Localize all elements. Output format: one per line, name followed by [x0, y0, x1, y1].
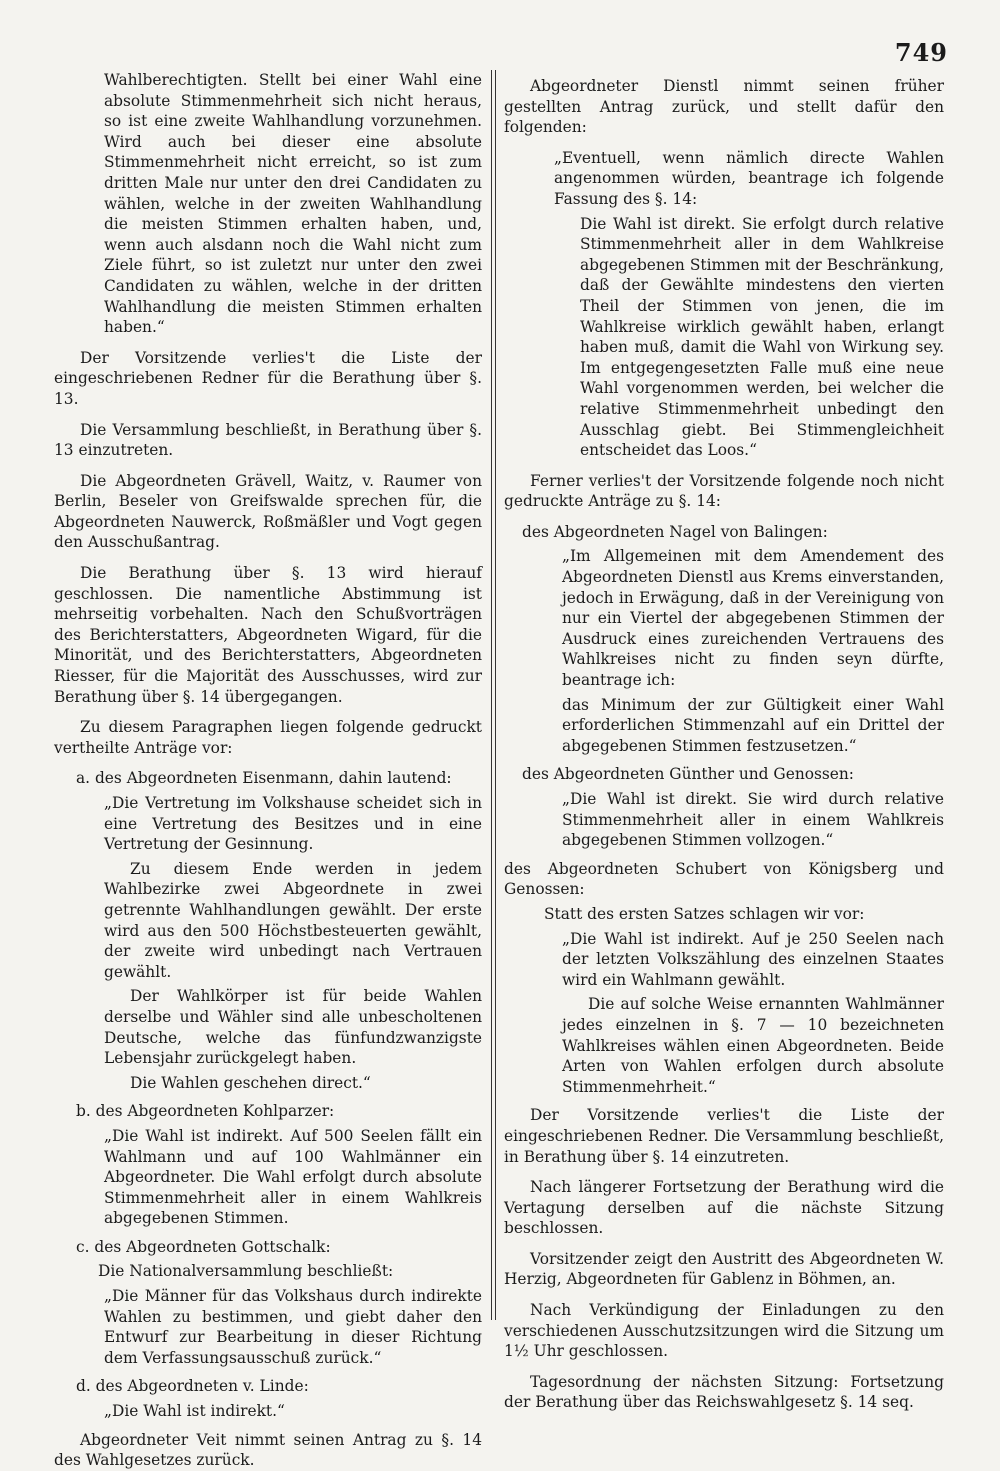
- motion-d-text: „Die Wahl ist indirekt.“: [104, 1402, 285, 1421]
- left-column: [54, 70, 482, 1471]
- motion-nagel-text: „Im Allgemeinen mit dem Amendement des Abgeordneten Dienstl aus Krems einverstanden, jedoch in Erwägung, daß in der Vereinigung von nur ein Viertel der abgegebenen Stimmen der Ausdruck eines zureichenden Vertrauens des Wahlkreises nicht zu finden seyn dürfte, beantrage ich:: [562, 547, 944, 690]
- motion-a-text: Zu diesem Ende werden in jedem Wahlbezirke zwei Abgeordnete in zwei getrennte Wahlhandlungen gewählt. Der erste wird aus den 500 Höchstbesteuerten gewählt, der zweite wird unbedingt nach Vertrauen gewählt.: [104, 859, 482, 981]
- paragraph: Die Berathung über §. 13 wird hierauf geschlossen. Die namentliche Abstimmung ist mehrseitig vorbehalten. Nach den Schußvorträgen des Berichterstatters, Abgeordneten Wigard, für die Minorität, und des Berichterstatters, Abgeordneten Riesser, für die Majorität des Ausschusses, wird zur Berathung über §. 14 übergegangen.: [54, 564, 482, 706]
- page-number: 749: [894, 38, 948, 67]
- motion-a-label: a. des Abgeordneten Eisenmann, dahin lautend:: [76, 769, 452, 788]
- paragraph: Die Versammlung beschließt, in Berathung über §. 13 einzutreten.: [54, 420, 482, 460]
- paragraph: Vorsitzender zeigt den Austritt des Abgeordneten W. Herzig, Abgeordneten für Gablenz in Böhmen, an.: [504, 1249, 944, 1289]
- quote-body: Die Wahl ist direkt. Sie erfolgt durch relative Stimmenmehrheit aller in dem Wahlkreise abgegebenen Stimmen mit der Beschränkung, daß der Gewählte mindestens den vierten Theil der Stimmen von jenen, die im Wahlkreise wirklich gewählt haben, erlangt haben muß, damit die Wahl von Wirkung sey. Im entgegengesetzten Falle muß eine neue Wahl vorgenommen werden, bei welcher die relative Stimmenmehrheit unbedingt den Ausschlag giebt. Bei Stimmengleichheit entscheidet das Loos.“: [580, 214, 944, 460]
- column-divider: [491, 70, 492, 1320]
- motion-nagel-body: das Minimum der zur Gültigkeit einer Wahl erforderlichen Stimmenzahl auf ein Drittel der abgegebenen Stimmen festzusetzen.“: [562, 695, 944, 755]
- paragraph: Nach längerer Fortsetzung der Berathung wird die Vertagung derselben auf die nächste Sitzung beschlossen.: [504, 1178, 944, 1238]
- paragraph: Nach Verkündigung der Einladungen zu den verschiedenen Ausschutzsitzungen wird die Sitzung um 1½ Uhr geschlossen.: [504, 1301, 944, 1361]
- paragraph: Der Vorsitzende verlies't die Liste der eingeschriebenen Redner für die Berathung über §. 13.: [54, 348, 482, 408]
- motion-a-text: Der Wahlkörper ist für beide Wahlen derselbe und Wähler sind alle unbescholtenen Deutsche, welche das fünfundzwanzigste Lebensjahr zurückgelegt haben.: [104, 987, 482, 1068]
- right-column: [504, 76, 944, 1423]
- column-divider-inner: [495, 70, 496, 1320]
- motion-guenther-text: „Die Wahl ist direkt. Sie wird durch relative Stimmenmehrheit aller in einem Wahlkreis abgegebenen Stimmen vollzogen.“: [562, 790, 944, 850]
- motion-b-text: „Die Wahl ist indirekt. Auf 500 Seelen fällt ein Wahlmann und auf 100 Wahlmänner ein Abgeordneter. Die Wahl erfolgt durch absolute Stimmenmehrheit aller in einem Wahlkreis abgegebenen Stimmen.: [104, 1126, 482, 1228]
- motion-schubert-text: „Die Wahl ist indirekt. Auf je 250 Seelen nach der letzten Volkszählung des einzelnen Staates wird ein Wahlmann gewählt.: [562, 929, 944, 989]
- motion-a-text: Die Wahlen geschehen direct.“: [130, 1073, 371, 1092]
- motion-c-text: „Die Männer für das Volkshaus durch indirekte Wahlen zu bestimmen, und giebt daher den Entwurf zur Bearbeitung in dieser Richtung dem Verfassungsausschuß zurück.“: [104, 1287, 482, 1367]
- motion-d-label: d. des Abgeordneten v. Linde:: [76, 1377, 309, 1396]
- motion-schubert-text: Die auf solche Weise ernannten Wahlmänner jedes einzelnen in §. 7 — 10 bezeichneten Wahlkreises wählen einen Abgeordneten. Beide Arten von Wahlen erfolgen durch absolute Stimmenmehrheit.“: [562, 995, 944, 1096]
- motion-nagel-label: des Abgeordneten Nagel von Balingen:: [522, 522, 828, 541]
- quote: „Eventuell, wenn nämlich directe Wahlen angenommen würden, beantrage ich folgende Fassung des §. 14:: [554, 148, 944, 208]
- motion-c-sub: Die Nationalversammlung beschließt:: [98, 1262, 394, 1281]
- paragraph: Wahlberechtigten. Stellt bei einer Wahl eine absolute Stimmenmehrheit sich nicht heraus, so ist eine zweite Wahlhandlung vorzunehmen. Wird auch bei dieser eine absolute Stimmenmehrheit nicht erreicht, so ist zum dritten Male nur unter den drei Candidaten zu wählen, welche in der zweiten Wahlhandlung die meisten Stimmen erhalten haben, und, wenn auch alsdann noch die Wahl nicht zum Ziele führt, so ist zuletzt nur unter den zwei Candidaten zu wählen, welche in der dritten Wahlhandlung die meisten Stimmen erhalten haben.“: [104, 71, 482, 337]
- motion-guenther-label: des Abgeordneten Günther und Genossen:: [522, 765, 854, 784]
- paragraph: Abgeordneter Veit nimmt seinen Antrag zu §. 14 des Wahlgesetzes zurück.: [54, 1430, 482, 1470]
- motion-schubert-label: des Abgeordneten Schubert von Königsberg und Genossen:: [504, 859, 944, 899]
- paragraph: Abgeordneter Dienstl nimmt seinen früher gestellten Antrag zurück, und stellt dafür den folgenden:: [504, 77, 944, 137]
- paragraph: Ferner verlies't der Vorsitzende folgende noch nicht gedruckte Anträge zu §. 14:: [504, 471, 944, 511]
- paragraph: Tagesordnung der nächsten Sitzung: Fortsetzung der Berathung über das Reichswahlgesetz §. 14 seq.: [504, 1372, 944, 1412]
- motion-a-text: „Die Vertretung im Volkshause scheidet sich in eine Vertretung des Besitzes und in eine Vertretung der Gesinnung.: [104, 794, 482, 854]
- paragraph: Zu diesem Paragraphen liegen folgende gedruckt vertheilte Anträge vor:: [54, 718, 482, 757]
- motion-schubert-sub: Statt des ersten Satzes schlagen wir vor:: [544, 904, 865, 923]
- paragraph: Die Abgeordneten Grävell, Waitz, v. Raumer von Berlin, Beseler von Greifswalde sprechen für, die Abgeordneten Nauwerck, Roßmäßler und Vogt gegen den Ausschußantrag.: [54, 471, 482, 552]
- motion-b-label: b. des Abgeordneten Kohlparzer:: [76, 1102, 335, 1121]
- paragraph: Der Vorsitzende verlies't die Liste der eingeschriebenen Redner. Die Versammlung beschließt, in Berathung über §. 14 einzutreten.: [504, 1106, 944, 1166]
- motion-c-label: c. des Abgeordneten Gottschalk:: [76, 1237, 331, 1256]
